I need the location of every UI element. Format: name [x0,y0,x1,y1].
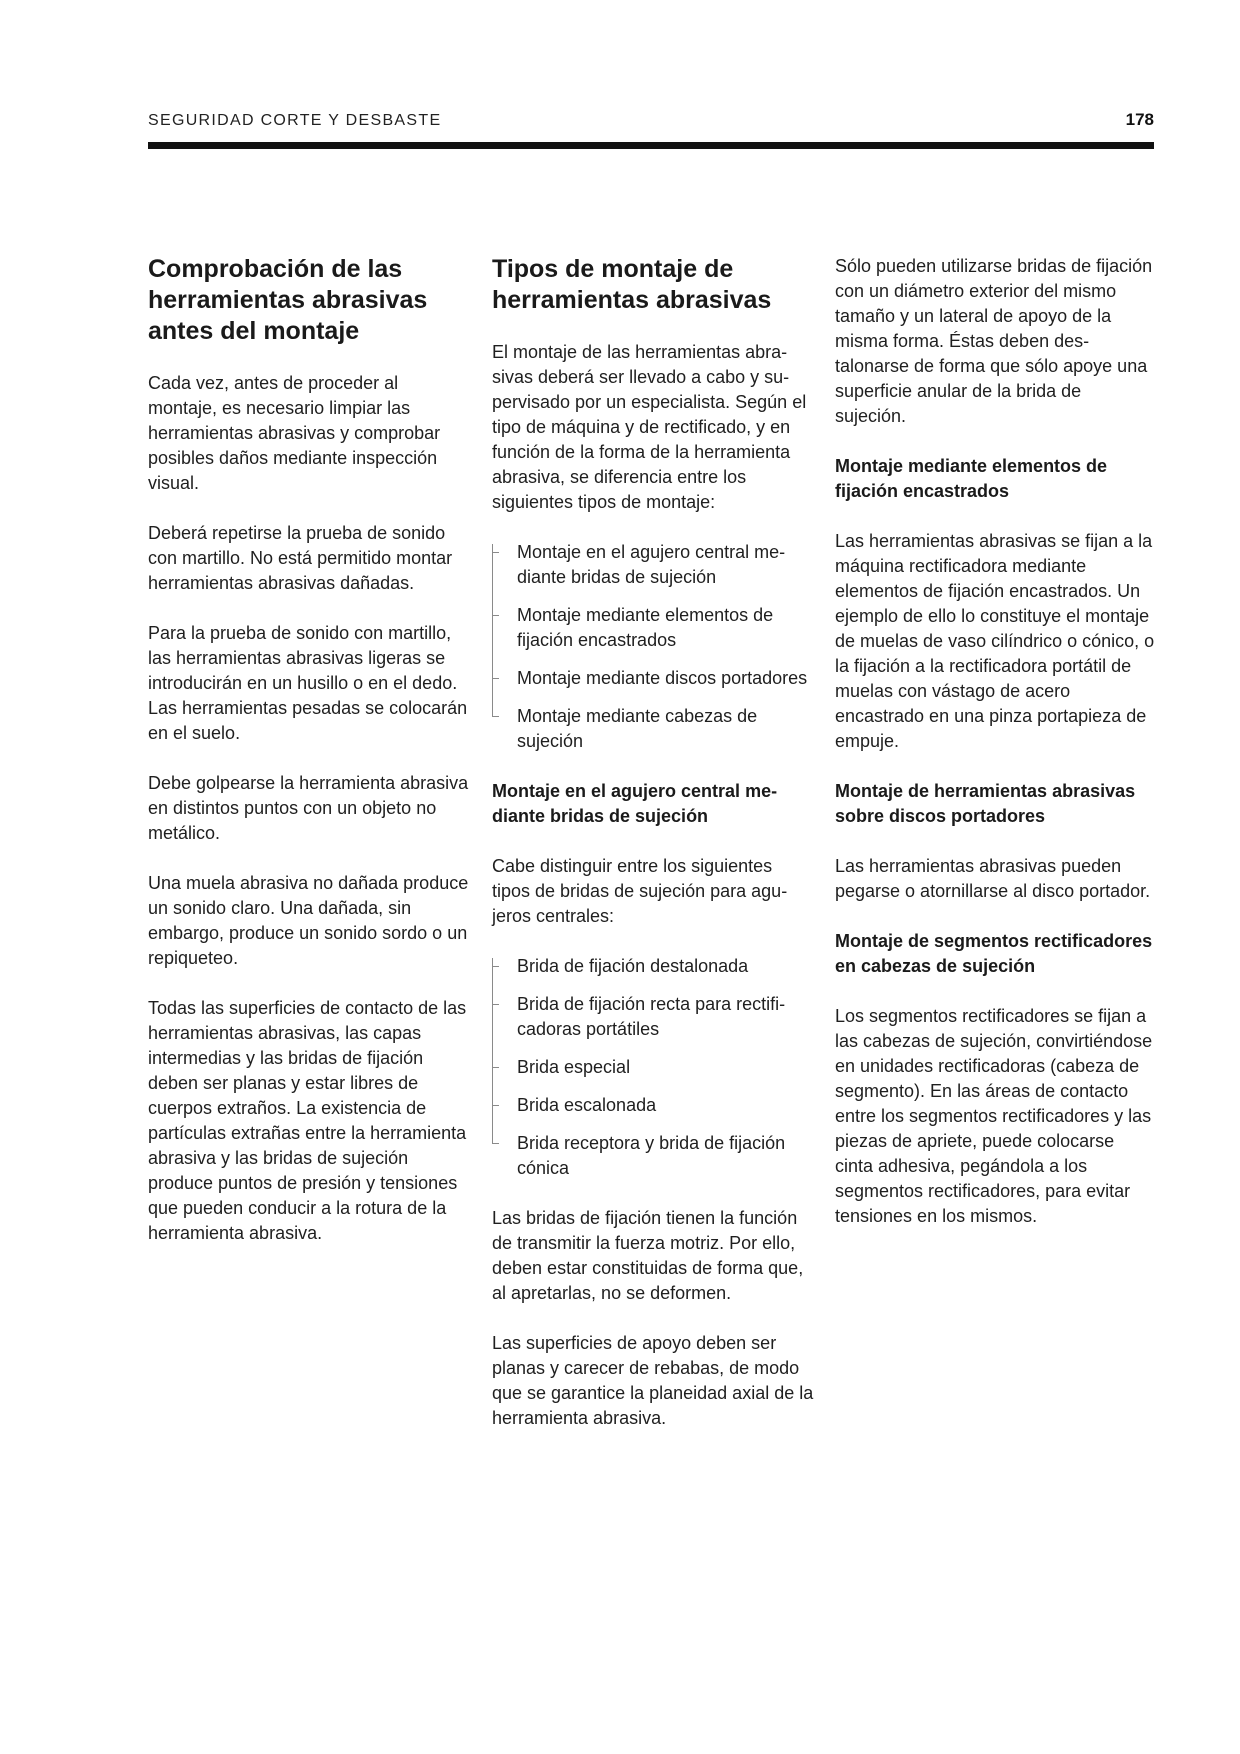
paragraph: Cada vez, antes de proceder al montaje, es necesario limpiar las herramientas abrasivas y comprobar posibles daños mediante inspección visual. [148,373,441,493]
list-item: Brida de fijación destalonada [492,954,814,979]
section-title: SEGURIDAD CORTE Y DESBASTE [148,112,442,129]
column-3 [835,254,1157,1254]
heading-mount-types: Tipos de montaje de herramientas abrasivas [492,255,772,314]
paragraph: Las superficies de apoyo deben ser planas y carecer de rebabas, de modo que se garantice la planeidad axial de la herramienta abrasiva. [492,1333,814,1428]
list-item: Montaje mediante cabezas de sujeción [492,704,814,754]
paragraph: El montaje de las herramientas abrasivas deberá ser llevado a cabo y supervisado por un especialista. Según el tipo de máquina y de rectificado, y en función de la forma de la herramienta abrasiva, se diferencia entre los siguientes tipos de montaje: [492,342,807,512]
paragraph: Sólo pueden utilizarse bridas de fijación con un diámetro exterior del mismo tamaño y un lateral de apoyo de la misma forma. Éstas deben destalonarse de forma que sólo apoye una superficie anular de la brida de sujeción. [835,256,1153,426]
paragraph: Debe golpearse la herramienta abrasiva en distintos puntos con un objeto no metálico. [148,773,469,843]
list-item: Montaje mediante discos portadores [492,666,814,691]
mount-types-list [492,540,814,754]
list-item: Montaje en el agujero central mediante bridas de sujeción [492,540,814,590]
subheading-central-hole: Montaje en el agujero central mediante bridas de sujeción [492,781,778,826]
list-item: Brida receptora y brida de fijación cónica [492,1131,814,1181]
paragraph: Las herramientas abrasivas pueden pegarse o atornillarse al disco portador. [835,856,1151,901]
list-item: Brida de fijación recta para rectificadoras portátiles [492,992,814,1042]
subheading-segments: Montaje de segmentos rectificadores en cabezas de sujeción [835,931,1153,976]
paragraph: Las bridas de fijación tienen la función de transmitir la fuerza motriz. Por ello, deben estar constituidas de forma que, al apretarlas, no se deformen. [492,1208,804,1303]
list-item: Brida escalonada [492,1093,814,1118]
flange-types-list [492,954,814,1181]
subheading-embedded-elements: Montaje mediante elementos de fijación encastrados [835,456,1108,501]
paragraph: Cabe distinguir entre los siguientes tipos de bridas de sujeción para agujeros centrales: [492,856,788,926]
list-item: Montaje mediante elementos de fijación encastrados [492,603,814,653]
paragraph: Deberá repetirse la prueba de sonido con martillo. No está permitido montar herramientas abrasivas dañadas. [148,523,453,593]
header-rule [148,142,1154,149]
paragraph: Las herramientas abrasivas se fijan a la máquina rectificadora mediante elementos de fijación encastrados. Un ejemplo de ello lo constituye el montaje de muelas de vaso cilíndrico o cónico, o la fijación a la rectificadora portátil de muelas con vástago de acero encastrado en una pinza portapieza de empuje. [835,531,1155,751]
heading-inspection: Comprobación de las herramientas abrasivas antes del montaje [148,255,428,345]
column-2 [492,254,814,1456]
page-number: 178 [1125,110,1154,129]
subheading-carrier-discs: Montaje de herramientas abrasivas sobre discos portadores [835,781,1136,826]
paragraph: Una muela abrasiva no dañada produce un sonido claro. Una dañada, sin embargo, produce un sonido sordo o un repiqueteo. [148,873,469,968]
list-item: Brida especial [492,1055,814,1080]
paragraph: Para la prueba de sonido con martillo, las herramientas abrasivas ligeras se introducirán en un husillo o en el dedo. Las herramientas pesadas se colocarán en el suelo. [148,623,468,743]
paragraph: Todas las superficies de contacto de las herramientas abrasivas, las capas intermedias y las bridas de fijación deben ser planas y estar libres de cuerpos extraños. La existencia de partículas extrañas entre la herramienta abrasiva y las bridas de sujeción produce puntos de presión y tensiones que pueden conducir a la rotura de la herramienta abrasiva. [148,998,467,1243]
column-1 [148,254,470,1271]
page-header [148,112,1154,136]
paragraph: Los segmentos rectificadores se fijan a las cabezas de sujeción, convirtiéndose en unidades rectificadoras (cabeza de segmento). En las áreas de contacto entre los segmentos rectificadores y las piezas de apriete, puede colocarse cinta adhesiva, pegándola a los segmentos rectificadores, para evitar tensiones en los mismos. [835,1006,1153,1226]
